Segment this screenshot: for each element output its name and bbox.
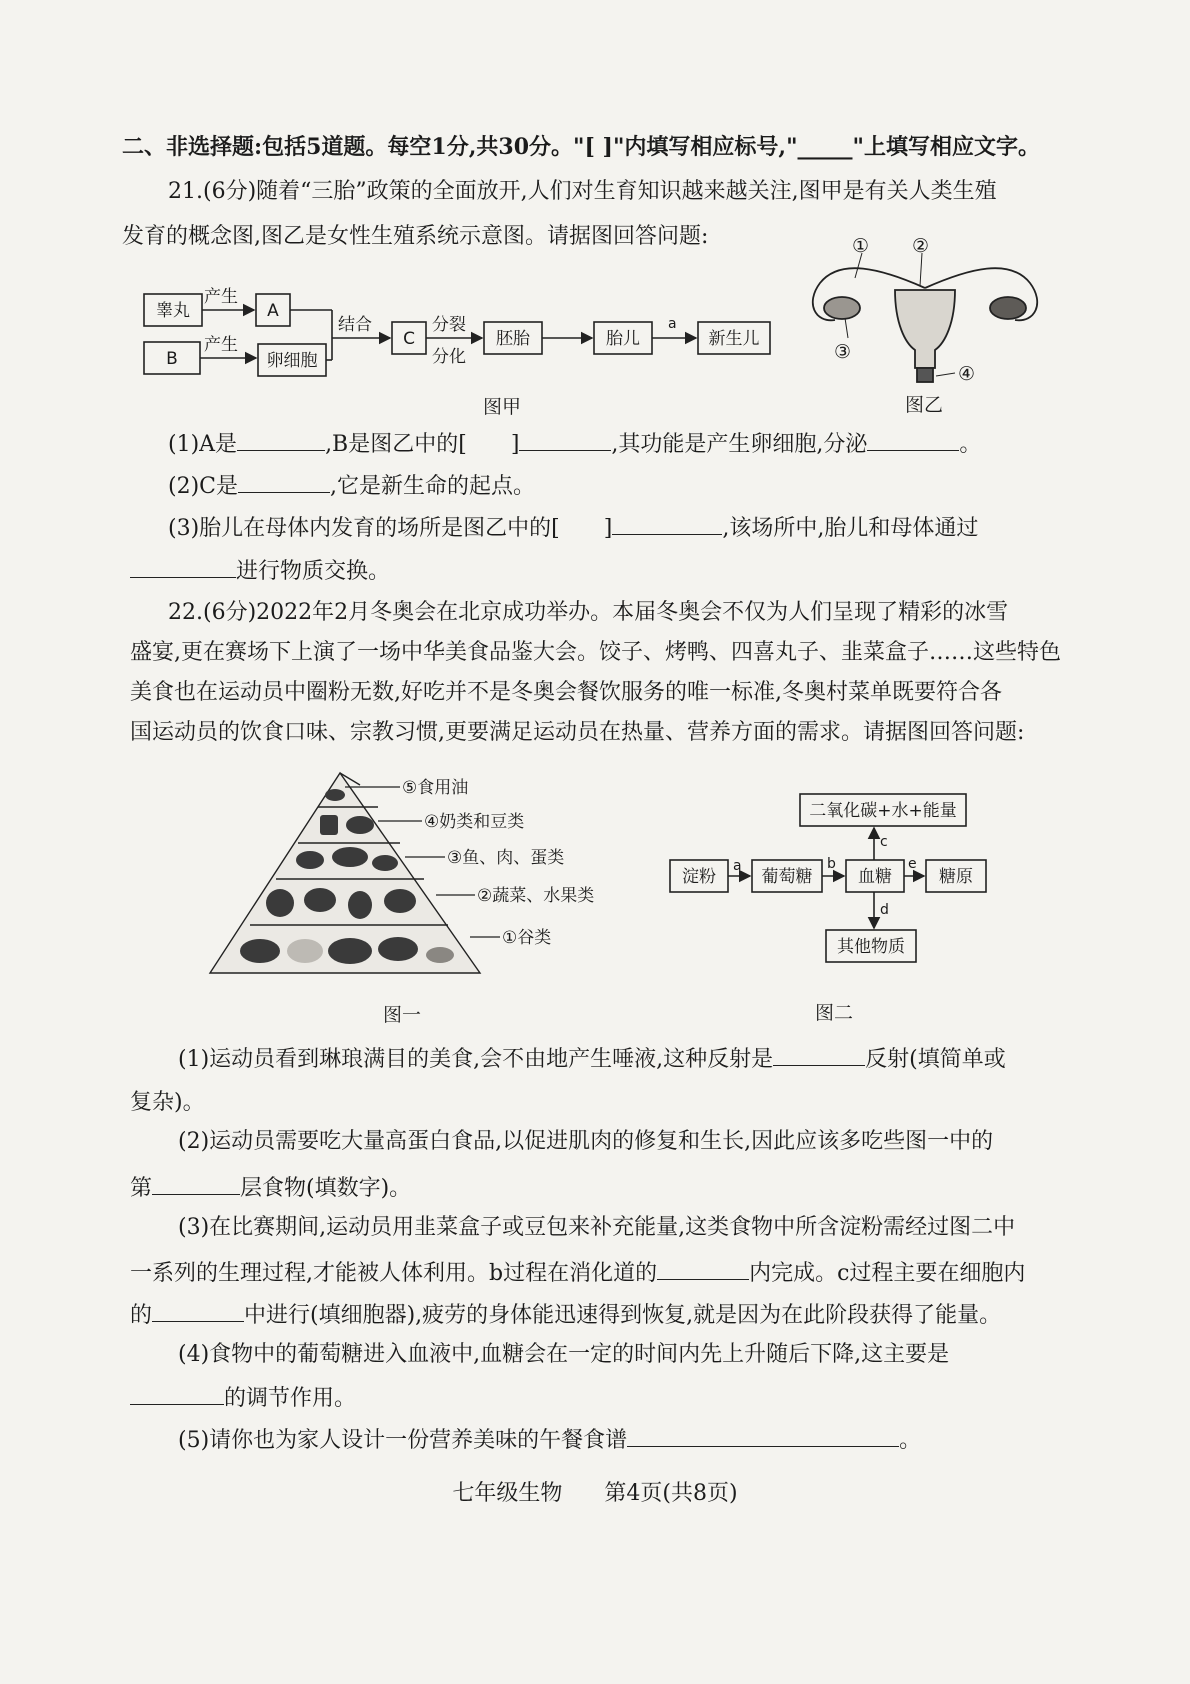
q22-part5: (5)请你也为家人设计一份营养美味的午餐食谱 。: [178, 1424, 921, 1456]
node-testis-label: 睾丸: [156, 301, 190, 321]
q22-part3: (3)在比赛期间,运动员用韭菜盒子或豆包来补充能量,这类食物中所含淀粉需经过图二中: [178, 1215, 1016, 1240]
node-b-label: B: [166, 349, 178, 369]
figure-yi-reproductive-system: [800, 228, 1050, 393]
box-starch-label: 淀粉: [682, 867, 716, 887]
mark-2: ②: [912, 235, 930, 257]
answer-blank[interactable]: [238, 470, 330, 493]
box-co2-label: 二氧化碳+水+能量: [809, 801, 957, 821]
answer-blank[interactable]: [773, 1043, 865, 1066]
label-combine: 结合: [338, 315, 372, 335]
uterus: [895, 290, 955, 368]
node-fetus-label: 胎儿: [606, 329, 640, 349]
q21-stem-line2: 发育的概念图,图乙是女性生殖系统示意图。请据图回答问题:: [122, 224, 709, 249]
figure-jia-concept-map: [120, 270, 800, 430]
arrow-b-label: b: [827, 856, 836, 872]
q21-part1: (1)A是 ,B是图乙中的[ ] ,其功能是产生卵细胞,分泌 。: [168, 428, 981, 460]
q22-stem-line3: 美食也在运动员中圈粉无数,好吃并不是冬奥会餐饮服务的唯一标准,冬奥村菜单既要符合各: [130, 680, 1002, 705]
figure-1-caption: 图一: [383, 1004, 422, 1026]
q22-part4: (4)食物中的葡萄糖进入血液中,血糖会在一定的时间内先上升随后下降,这主要是: [178, 1342, 950, 1367]
layer-3-label: ③鱼、肉、蛋类: [447, 848, 565, 868]
q22-part3-cont1: 一系列的生理过程,才能被人体利用。b过程在消化道的 内完成。c过程主要在细胞内: [130, 1257, 1025, 1289]
q21-part3-cont: 进行物质交换。: [130, 555, 390, 587]
answer-blank[interactable]: [152, 1299, 244, 1322]
figure-2-glucose-pathway: [660, 780, 1000, 980]
mark-1: ①: [852, 235, 870, 257]
label-divide: 分裂: [432, 315, 466, 335]
answer-blank[interactable]: [519, 428, 611, 451]
node-embryo-label: 胚胎: [496, 329, 530, 349]
q21-stem-line1: 21.(6分)随着“三胎”政策的全面放开,人们对生育知识越来越关注,图甲是有关人类生殖: [168, 179, 997, 204]
arrow-a-label: a: [733, 858, 742, 874]
answer-blank[interactable]: [130, 555, 236, 578]
node-c-label: C: [403, 329, 415, 349]
answer-blank[interactable]: [130, 1382, 224, 1405]
box-other-label: 其他物质: [837, 937, 905, 957]
arrow-d-label: d: [880, 902, 889, 918]
section-header: 二、非选择题:包括5道题。每空1分,共30分。"[ ]"内填写相应标号,"_____"上填写相应文字。: [122, 134, 1040, 160]
label-differentiate: 分化: [432, 347, 466, 367]
footer-subject: 七年级生物: [452, 1481, 563, 1506]
node-egg-label: 卵细胞: [266, 351, 318, 371]
layer-4-label: ④奶类和豆类: [424, 812, 525, 832]
q21-part2: (2)C是 ,它是新生命的起点。: [168, 470, 535, 502]
q22-stem-line2: 盛宴,更在赛场下上演了一场中华美食品鉴大会。饺子、烤鸭、四喜丸子、韭菜盒子……这些特色: [130, 640, 1061, 665]
label-arrow-a: a: [668, 316, 677, 332]
answer-blank[interactable]: [237, 428, 325, 451]
box-blood-sugar-label: 血糖: [858, 867, 892, 887]
answer-blank[interactable]: [867, 428, 959, 451]
q22-part1: (1)运动员看到琳琅满目的美食,会不由地产生唾液,这种反射是 反射(填简单或: [178, 1043, 1006, 1075]
figure-2-caption: 图二: [815, 1002, 854, 1024]
figure-jia-caption: 图甲: [483, 396, 522, 418]
ovary-left: [824, 297, 860, 319]
q22-part4-cont: 的调节作用。: [130, 1382, 356, 1414]
ovary-right: [990, 297, 1026, 319]
figure-yi-caption: 图乙: [905, 394, 944, 416]
q22-part2-cont: 第 层食物(填数字)。: [130, 1172, 411, 1204]
figure-1-food-pyramid: [200, 765, 640, 985]
mark-4: ④: [958, 363, 976, 385]
q22-part1-cont: 复杂)。: [130, 1090, 205, 1115]
mark-3: ③: [834, 341, 852, 363]
node-a-label: A: [267, 301, 279, 321]
label-produce-2: 产生: [204, 335, 238, 355]
q22-stem-line1: 22.(6分)2022年2月冬奥会在北京成功举办。本届冬奥会不仅为人们呈现了精彩的冰雪: [168, 600, 1009, 625]
q22-part2: (2)运动员需要吃大量高蛋白食品,以促进肌肉的修复和生长,因此应该多吃些图一中的: [178, 1129, 994, 1154]
label-produce-1: 产生: [204, 287, 238, 307]
arrow-e-label: e: [908, 856, 917, 872]
answer-blank[interactable]: [627, 1424, 899, 1447]
answer-blank[interactable]: [152, 1172, 240, 1195]
q22-part3-cont2: 的 中进行(填细胞器),疲劳的身体能迅速得到恢复,就是因为在此阶段获得了能量。: [130, 1299, 1001, 1331]
box-glycogen-label: 糖原: [939, 867, 973, 887]
q22-stem-line4: 国运动员的饮食口味、宗教习惯,更要满足运动员在热量、营养方面的需求。请据图回答问题:: [130, 720, 1025, 745]
footer-page-number: 第4页(共8页): [604, 1481, 738, 1506]
layer-5-label: ⑤食用油: [402, 778, 469, 798]
q21-part3: (3)胎儿在母体内发育的场所是图乙中的[ ] ,该场所中,胎儿和母体通过: [168, 512, 978, 544]
layer-2-label: ②蔬菜、水果类: [477, 886, 595, 906]
node-newborn-label: 新生儿: [708, 329, 760, 349]
layer-1-label: ①谷类: [502, 928, 552, 948]
arrow-c-label: c: [880, 834, 888, 850]
answer-blank[interactable]: [612, 512, 722, 535]
box-glucose-label: 葡萄糖: [761, 867, 813, 887]
answer-blank[interactable]: [657, 1257, 749, 1280]
page-footer: [0, 1476, 1190, 1507]
vagina: [917, 368, 933, 382]
